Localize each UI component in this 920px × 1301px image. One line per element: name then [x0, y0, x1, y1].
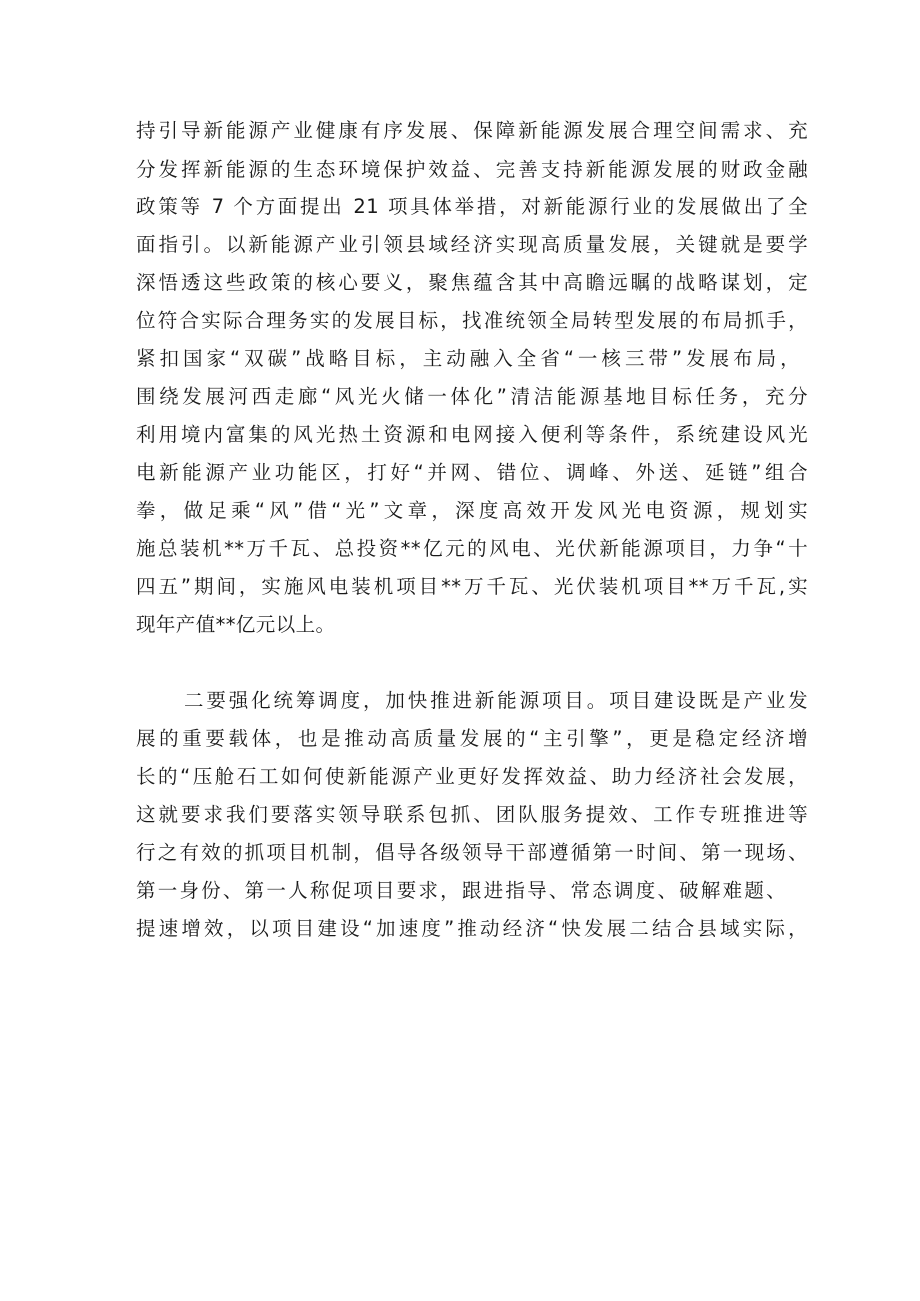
paragraph-line: 持引导新能源产业健康有序发展、保障新能源发展合理空间需求、充 — [136, 119, 808, 142]
paragraph-line: 提速增效，以项目建设“加速度”推动经济“快发展二结合县域实际， — [136, 917, 808, 940]
paragraph-line: 拳，做足乘“风”借“光”文章，深度高效开发风光电资源，规划实 — [136, 499, 808, 522]
paragraph-line: 施总装机**万千瓦、总投资**亿元的风电、光伏新能源项目，力争“十 — [136, 537, 808, 560]
paragraph-line: 分发挥新能源的生态环境保护效益、完善支持新能源发展的财政金融 — [136, 158, 808, 181]
paragraph-line: 二要强化统筹调度，加快推进新能源项目。项目建设既是产业发 — [184, 689, 808, 712]
paragraph-line: 行之有效的抓项目机制，倡导各级领导干部遵循第一时间、第一现场、 — [136, 841, 808, 864]
paragraph-line: 这就要求我们要落实领导联系包抓、团队服务提效、工作专班推进等 — [136, 803, 808, 826]
paragraph-line: 位符合实际合理务实的发展目标，找准统领全局转型发展的布局抓手， — [136, 309, 808, 332]
paragraph-line: 利用境内富集的风光热土资源和电网接入便利等条件，系统建设风光 — [136, 423, 808, 446]
paragraph-line: 电新能源产业功能区，打好“并网、错位、调峰、外送、延链”组合 — [136, 461, 808, 484]
paragraph-line: 展的重要载体，也是推动高质量发展的“主引擎”，更是稳定经济增 — [136, 727, 808, 750]
paragraph-line: 政策等 7 个方面提出 21 项具体举措，对新能源行业的发展做出了全 — [136, 195, 808, 218]
paragraph-line: 紧扣国家“双碳”战略目标，主动融入全省“一核三带”发展布局， — [136, 347, 800, 370]
paragraph-line: 四五”期间，实施风电装机项目**万千瓦、光伏装机项目**万千瓦,实 — [136, 575, 808, 598]
paragraph-line: 深悟透这些政策的核心要义，聚焦蕴含其中高瞻远瞩的战略谋划，定 — [136, 271, 808, 294]
paragraph-line: 围绕发展河西走廊“风光火储一体化”清洁能源基地目标任务，充分 — [136, 385, 808, 408]
paragraph-line: 长的“压舱石工如何使新能源产业更好发挥效益、助力经济社会发展， — [136, 765, 808, 788]
paragraph-line: 现年产值**亿元以上。 — [136, 613, 336, 636]
paragraph-line: 面指引。以新能源产业引领县域经济实现高质量发展，关键就是要学 — [136, 233, 808, 256]
paragraph-line: 第一身份、第一人称促项目要求，跟进指导、常态调度、破解难题、 — [136, 879, 786, 902]
